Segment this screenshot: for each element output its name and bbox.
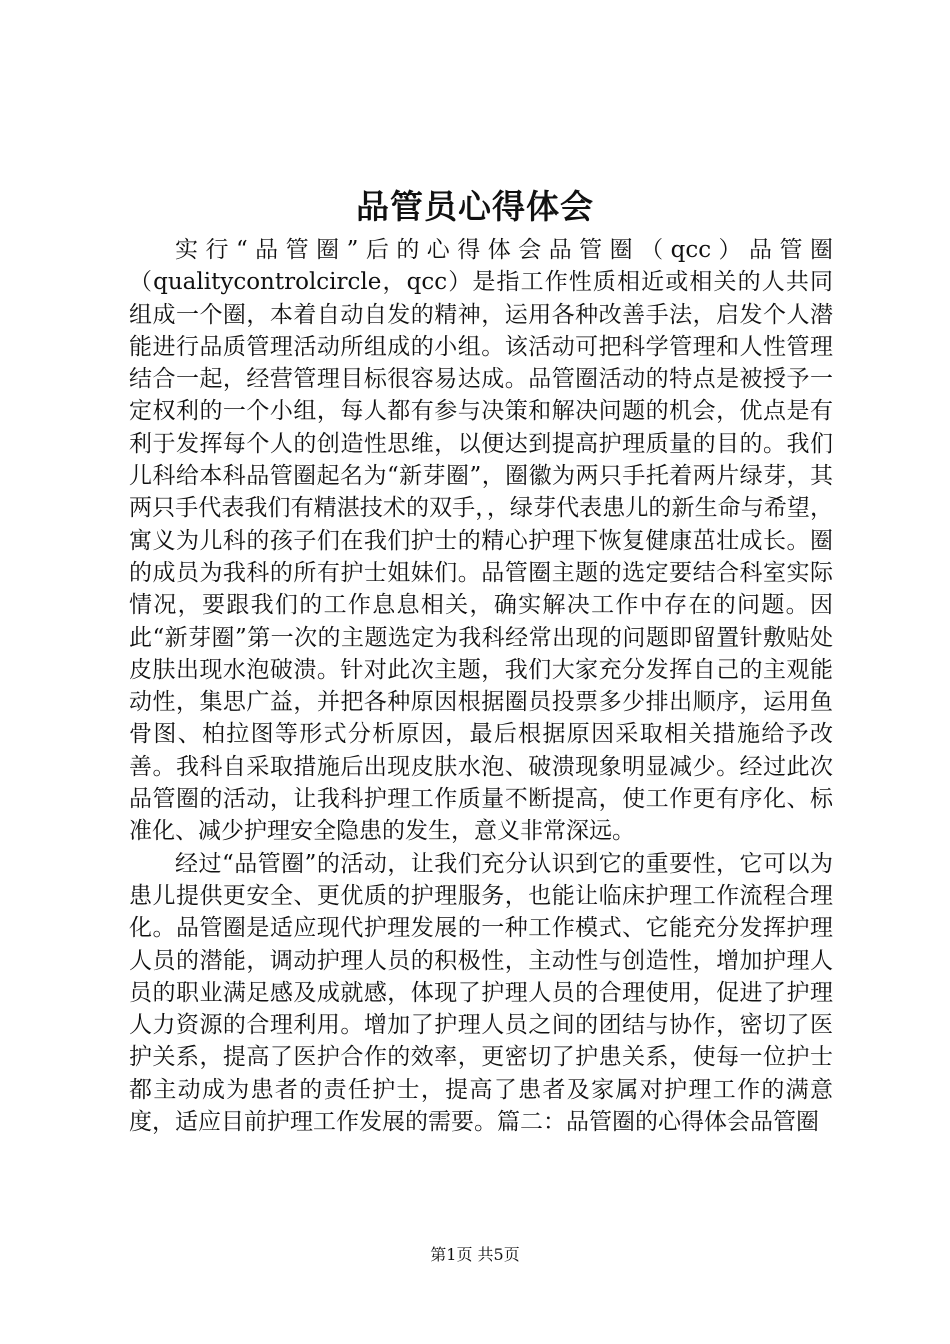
document-body <box>129 234 833 1138</box>
document-title: 品管员心得体会 <box>356 187 594 226</box>
paragraph-2: 经过“品管圈”的活动，让我们充分认识到它的重要性，它可以为患儿提供更安全、更优质的护理服务，也能让临床护理工作流程合理化。品管圈是适应现代护理发展的一种工作模式、它能充分发挥护理人员的潜能，调动护理人员的积极性，主动性与创造性，增加护理人员的职业满足感及成就感，体现了护理人员的合理使用，促进了护理人力资源的合理利用。增加了护理人员之间的团结与协作，密切了医护关系，提高了医护合作的效率，更密切了护患关系，使每一位护士都主动成为患者的责任护士，提高了患者及家属对护理工作的满意度，适应目前护理工作发展的需要。篇二：品管圈的心得体会品管圈 <box>129 850 833 1136</box>
paragraph-1: 实行“品管圈”后的心得体会品管圈（qcc）品管圈（qualitycontrolcircle，qcc）是指工作性质相近或相关的人共同组成一个圈，本着自动自发的精神，运用各种改善手法，启发个人潜能进行品质管理活动所组成的小组。该活动可把科学管理和人性管理结合一起，经营管理目标很容易达成。品管圈活动的特点是被授予一定权利的一个小组，每人都有参与决策和解决问题的机会，优点是有利于发挥每个人的创造性思维，以便达到提高护理质量的目的。我们儿科给本科品管圈起名为“新芽圈”，圈徽为两只手托着两片绿芽，其两只手代表我们有精湛技术的双手，，绿芽代表患儿的新生命与希望，寓义为儿科的孩子们在我们护士的精心护理下恢复健康茁壮成长。圈的成员为我科的所有护士姐妹们。品管圈主题的选定要结合科室实际情况，要跟我们的工作息息相关，确实解决工作中存在的问题。因此“新芽圈”第一次的主题选定为我科经常出现的问题即留置针敷贴处皮肤出现水泡破溃。针对此次主题，我们大家充分发挥自己的主观能动性，集思广益，并把各种原因根据圈员投票多少排出顺序，运用鱼骨图、柏拉图等形式分析原因，最后根据原因采取相关措施给予改善。我科自采取措施后出现皮肤水泡、破溃现象明显减少。经过此次品管圈的活动，让我科护理工作质量不断提高，使工作更有序化、标准化、减少护理安全隐患的发生，意义非常深远。 <box>129 237 833 845</box>
page-footer: 第1页 共5页 <box>430 1245 520 1264</box>
